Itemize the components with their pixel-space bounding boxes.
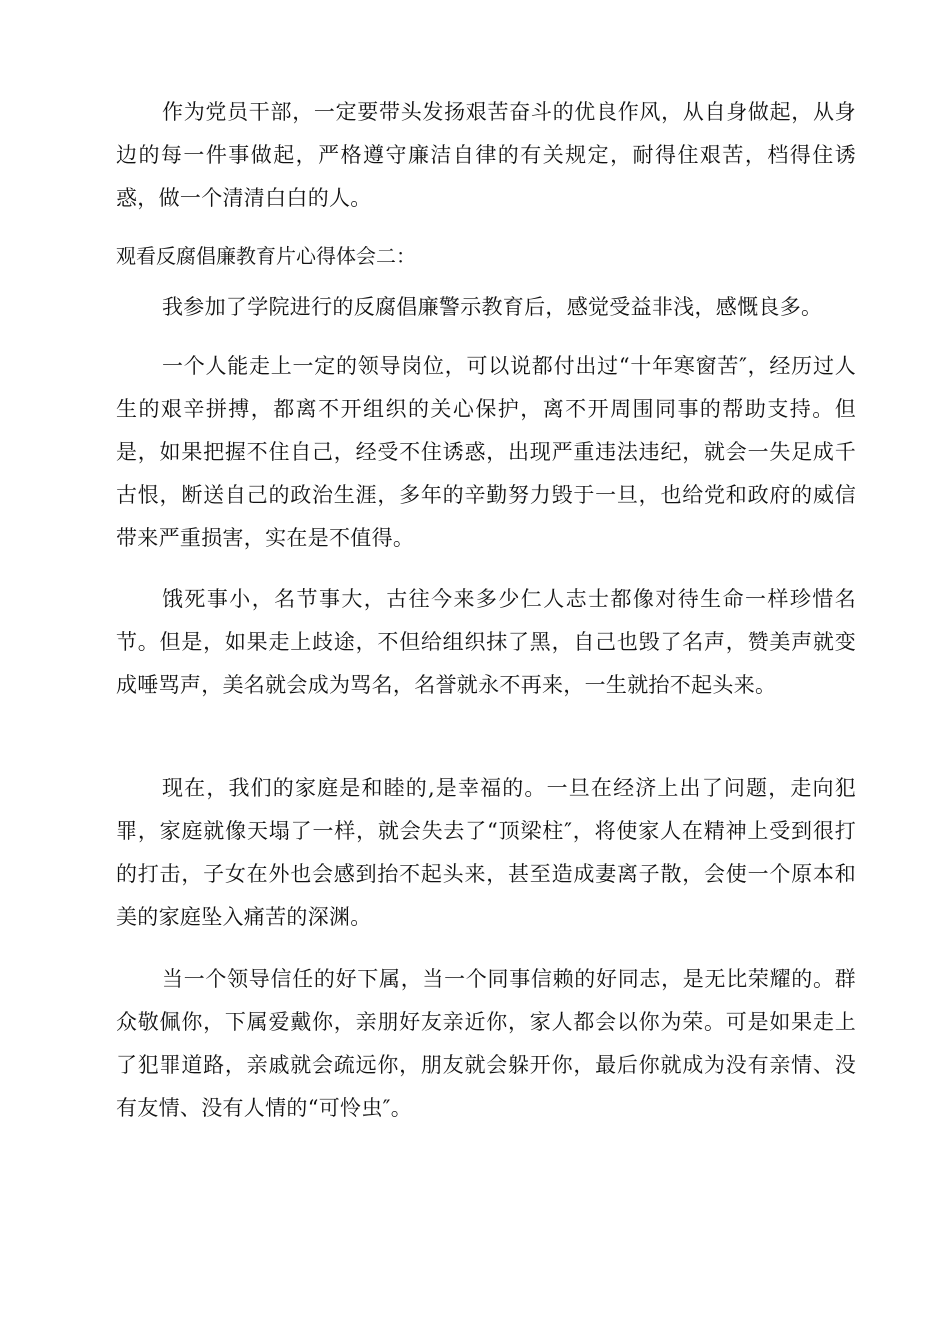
- paragraph-reputation: 饿死事小，名节事大，古往今来多少仁人志士都像对待生命一样珍惜名节。但是，如果走上歧途，不但给组织抹了黑，自己也毁了名声，赞美声就变成唾骂声，美名就会成为骂名，名誉就永不再来，一生就抬不起头来。: [116, 587, 856, 697]
- paragraph-intro: 我参加了学院进行的反腐倡廉警示教育后，感觉受益非浅，感慨良多。: [162, 295, 823, 319]
- paragraph-leadership-position: 一个人能走上一定的领导岗位，可以说都付出过“十年寒窗苦″，经历过人生的艰辛拼搏，都离不开组织的关心保护，离不开周围同事的帮助支持。但是，如果把握不住自己，经受不住诱惑，出现严重违法违纪，就会一失足成千古恨，断送自己的政治生涯，多年的辛勤努力毁于一旦，也给党和政府的威信带来严重损害，实在是不值得。: [116, 354, 856, 550]
- section-heading: 观看反腐倡廉教育片心得体会二：: [116, 244, 416, 268]
- paragraph-good-colleague: 当一个领导信任的好下属，当一个同事信赖的好同志，是无比荣耀的。群众敬佩你，下属爱戴你，亲朋好友亲近你，家人都会以你为荣。可是如果走上了犯罪道路，亲戚就会疏远你，朋友就会躲开你，最后你就成为没有亲情、没有友情、没有人情的“可怜虫″。: [116, 967, 856, 1120]
- paragraph-party-cadre: 作为党员干部，一定要带头发扬艰苦奋斗的优良作风，从自身做起，从身边的每一件事做起，严格遵守廉洁自律的有关规定，耐得住艰苦，档得住诱惑，做一个清清白白的人。: [116, 100, 856, 210]
- paragraph-family: 现在，我们的家庭是和睦的,是幸福的。一旦在经济上出了问题，走向犯罪，家庭就像天塌了一样，就会失去了“顶梁柱″，将使家人在精神上受到很打的打击，子女在外也会感到抬不起头来，甚至造成妻离子散，会使一个原本和美的家庭坠入痛苦的深渊。: [116, 776, 856, 929]
